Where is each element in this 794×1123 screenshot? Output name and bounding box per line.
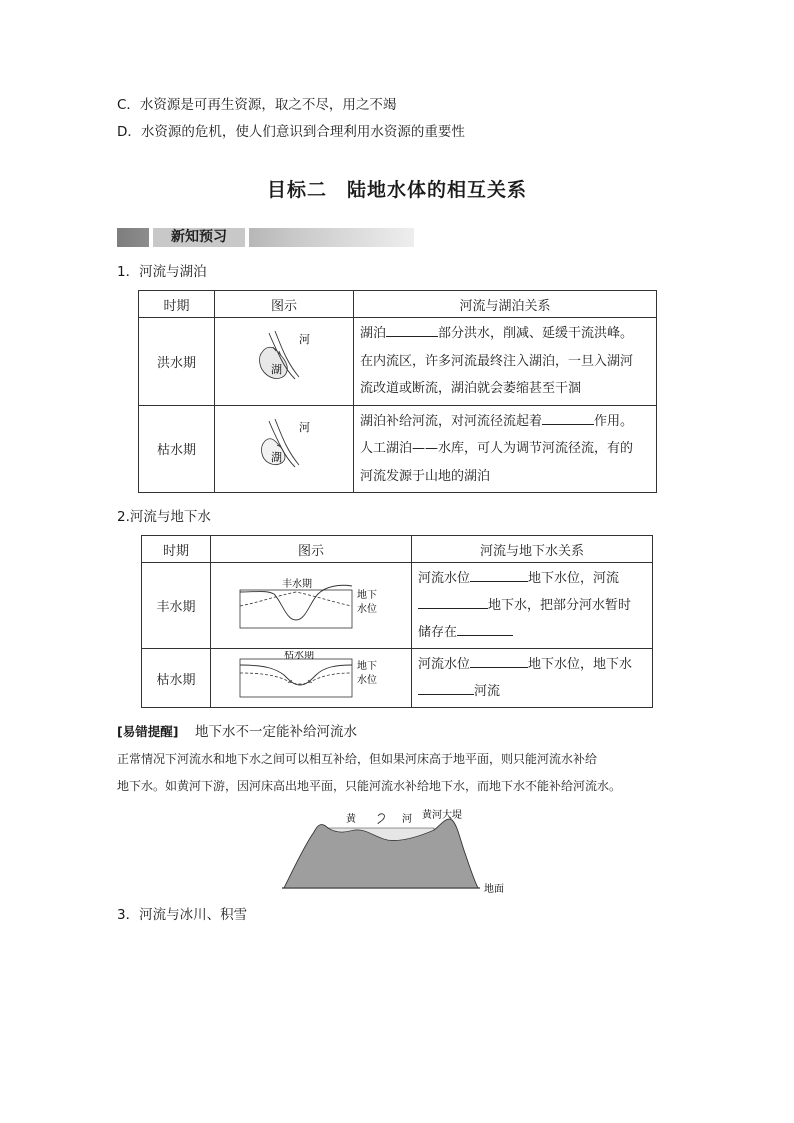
- fig-lake-label: 湖: [271, 363, 282, 377]
- fig-river-label: 河: [299, 420, 310, 434]
- fig-side-label-1: 地下: [357, 589, 377, 601]
- header-period: 时期: [139, 291, 215, 318]
- relation-line: 河流: [418, 678, 646, 705]
- header-figure: 图示: [211, 536, 412, 563]
- relation-cell: [412, 649, 653, 708]
- fig-season-label: 枯水期: [284, 651, 314, 661]
- period-cell: 丰水期: [142, 563, 211, 649]
- relation-line: 湖泊补给河流，对河流径流起着 作用。: [360, 408, 650, 436]
- fig-side-label-1: 地下: [357, 661, 377, 672]
- header-period: 时期: [142, 536, 211, 563]
- flood-season-groundwater-diagram: [236, 576, 386, 632]
- river-lake-dry-diagram: [249, 417, 319, 477]
- part1-heading: 1．河流与湖泊: [117, 264, 207, 280]
- figure-cell: [215, 318, 354, 406]
- tip-heading: [117, 722, 357, 742]
- table-row: [139, 318, 657, 406]
- fig-huang-label: 黄: [346, 814, 356, 825]
- relation-line: 在内流区，许多河流最终注入湖泊，一旦入湖河: [360, 353, 634, 369]
- relation-line: 储存在: [418, 619, 646, 646]
- period-cell: 枯水期: [139, 405, 215, 493]
- table-row: [142, 649, 653, 708]
- table-header-row: [139, 291, 657, 318]
- fig-side-label-2: 水位: [357, 675, 377, 686]
- table-row: [139, 405, 657, 493]
- period-cell: 洪水期: [139, 318, 215, 406]
- relation-line: 湖泊 部分洪水，削减、延缓干流洪峰。: [360, 320, 650, 348]
- part3-heading: 3．河流与冰川、积雪: [117, 907, 248, 923]
- fig-he-label: 河: [402, 814, 412, 825]
- fig-ground-label: 地面: [484, 884, 504, 895]
- yellow-river-dike-diagram: [270, 806, 520, 898]
- tip-title: 地下水不一定能补给河流水: [195, 724, 358, 740]
- dry-season-groundwater-diagram: [236, 651, 386, 701]
- river-lake-flood-diagram: [249, 329, 319, 389]
- fig-river-label: 河: [299, 333, 310, 347]
- header-relation: 河流与湖泊关系: [354, 291, 657, 318]
- option-d: D．水资源的危机，使人们意识到合理利用水资源的重要性: [117, 124, 465, 140]
- river-groundwater-table: [141, 535, 653, 708]
- section-banner: [117, 228, 414, 247]
- part2-heading: 2.河流与地下水: [117, 509, 211, 525]
- figure-cell: [211, 563, 412, 649]
- relation-line: 河流发源于山地的湖泊: [360, 468, 491, 484]
- relation-line: 地下水，把部分河水暂时: [418, 592, 646, 619]
- section-title: 目标二 陆地水体的相互关系: [266, 179, 527, 201]
- table-header-row: [142, 536, 653, 563]
- fig-dike-label: 黄河大堤: [422, 810, 462, 821]
- relation-cell: [354, 318, 657, 406]
- relation-line: 河流水位 地下水位，地下水: [418, 651, 646, 678]
- tip-label: [易错提醒]: [117, 724, 179, 739]
- river-lake-table: [138, 290, 657, 493]
- figure-cell: [215, 405, 354, 493]
- banner-label: 新知预习: [149, 228, 249, 247]
- relation-line: 流改道或断流，湖泊就会萎缩甚至干涸: [360, 381, 582, 396]
- option-c: C．水资源是可再生资源，取之不尽，用之不竭: [117, 97, 397, 113]
- tip-line-1: 正常情况下河流水和地下水之间可以相互补给，但如果河床高于地平面，则只能河流水补给: [117, 752, 598, 766]
- header-figure: 图示: [215, 291, 354, 318]
- figure-cell: [211, 649, 412, 708]
- fig-side-label-2: 水位: [357, 603, 377, 615]
- relation-cell: [412, 563, 653, 649]
- fig-season-label: 丰水期: [282, 578, 312, 590]
- period-cell: 枯水期: [142, 649, 211, 708]
- tip-line-2: 地下水。如黄河下游，因河床高出地平面，只能河流水补给地下水，而地下水不能补给河流水。: [117, 779, 622, 793]
- fig-lake-label: 湖: [271, 450, 282, 464]
- header-relation: 河流与地下水关系: [412, 536, 653, 563]
- relation-cell: [354, 405, 657, 493]
- relation-line: 河流水位 地下水位，河流: [418, 565, 646, 592]
- table-row: [142, 563, 653, 649]
- relation-line: 人工湖泊——水库，可人为调节河流径流，有的: [360, 441, 634, 456]
